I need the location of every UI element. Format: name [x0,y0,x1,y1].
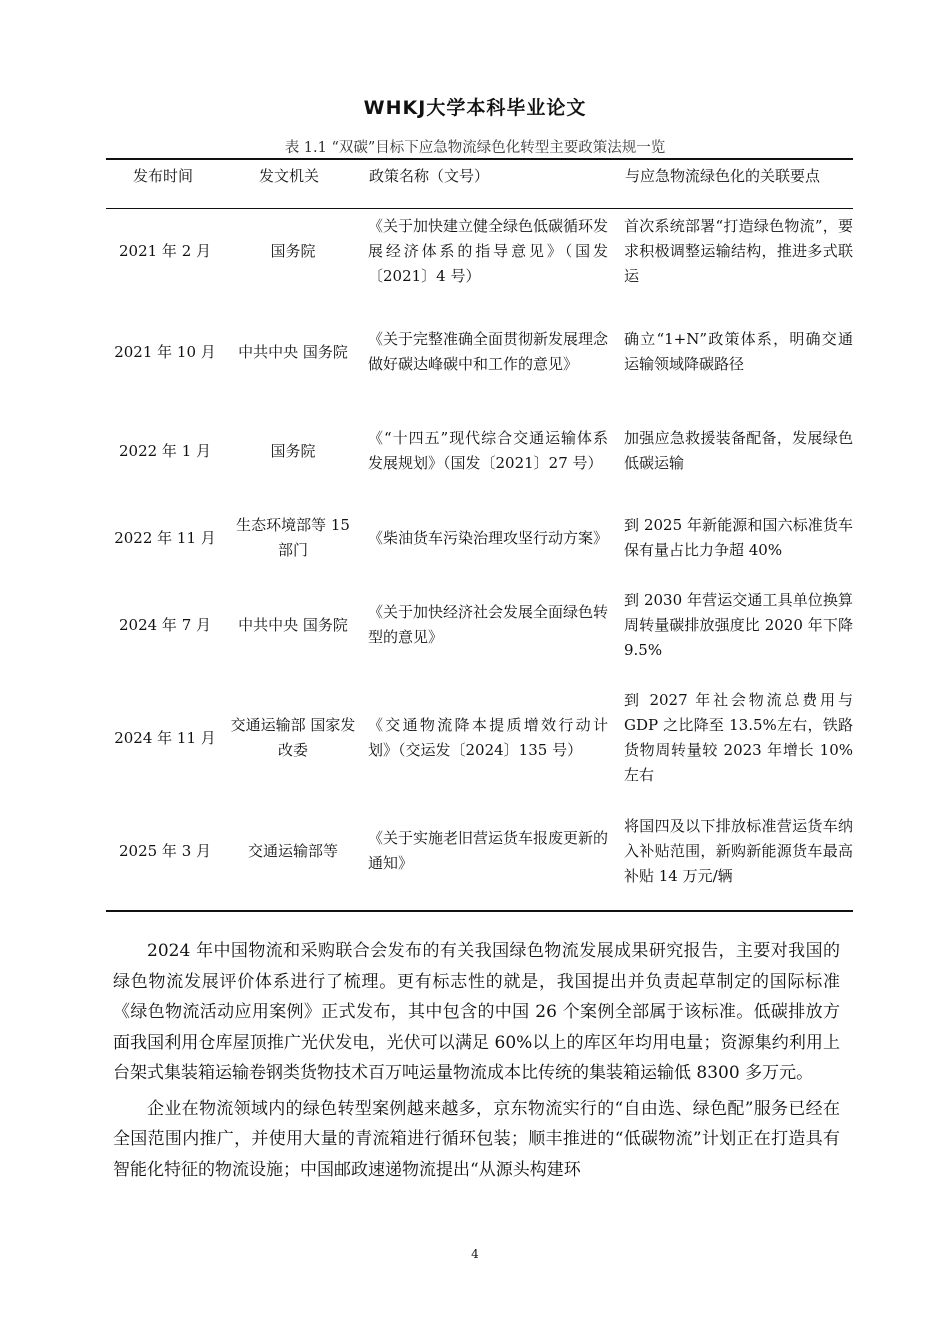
table-row [106,511,853,565]
cell-agency: 交通运输部等 [247,841,338,860]
table-row [106,586,853,664]
cell-agency: 国务院 [270,241,316,260]
document-header: WHKJ大学本科毕业论文 [363,97,587,119]
table-header-rule [106,208,853,209]
cell-date: 2022 年 11 月 [114,528,216,547]
cell-date: 2024 年 7 月 [118,615,212,634]
cell-policy: 《“十四五”现代综合交通运输体系发展规划》（国发〔2021〕27 号） [368,429,608,472]
cell-policy: 《关于加快经济社会发展全面绿色转型的意见》 [368,603,609,646]
column-header-points: 与应急物流绿色化的关联要点 [625,167,821,185]
cell-policy: 《关于加快建立健全绿色低碳循环发展经济体系的指导意见》（国发〔2021〕4 号） [368,216,609,285]
cell-policy: 《交通物流降本提质增效行动计划》（交运发〔2024〕135 号） [368,716,608,759]
cell-points: 首次系统部署“打造绿色物流”，要求积极调整运输结构，推进多式联运 [624,216,853,285]
cell-points: 确立“1+N”政策体系，明确交通运输领域降碳路径 [624,330,853,373]
table-row [106,812,853,890]
cell-points: 到 2027 年社会物流总费用与 GDP 之比降至 13.5%左右，铁路货物周转量较 2023 年增长 10%左右 [624,691,853,784]
cell-date: 2021 年 10 月 [114,342,216,361]
column-header-date: 发布时间 [133,167,194,185]
column-header-agency: 发文机关 [259,167,320,185]
cell-points: 将国四及以下排放标准营运货车纳入补贴范围，新购新能源货车最高补贴 14 万元/辆 [624,816,853,885]
cell-date: 2024 年 11 月 [114,728,216,747]
cell-agency: 国务院 [270,441,316,460]
table-row [106,212,853,290]
cell-agency: 中共中央 国务院 [238,342,348,361]
cell-agency: 交通运输部 国家发改委 [230,716,356,759]
cell-date: 2021 年 2 月 [118,241,212,260]
paragraph: 企业在物流领域内的绿色转型案例越来越多，京东物流实行的“自由选、绿色配”服务已经在全国范围内推广，并使用大量的青流箱进行循环包装；顺丰推进的“低碳物流”计划正在打造具有智能化特征的物流设施；中国邮政速递物流提出“从源头构建环 [113,1098,840,1180]
column-header-policy: 政策名称（文号） [369,167,490,185]
cell-date: 2022 年 1 月 [118,441,212,460]
cell-points: 到 2030 年营运交通工具单位换算周转量碳排放强度比 2020 年下降 9.5% [624,590,853,659]
table-caption: 表 1.1 “双碳”目标下应急物流绿色化转型主要政策法规一览 [284,140,666,156]
cell-agency: 生态环境部等 15 部门 [236,516,350,559]
table-top-rule [106,158,853,160]
body-text [113,936,840,1190]
page-number: 4 [471,1247,479,1261]
table-row [106,313,853,391]
cell-policy: 《关于实施老旧营运货车报废更新的通知》 [368,829,609,872]
table-row [106,412,853,490]
paragraph: 2024 年中国物流和采购联合会发布的有关我国绿色物流发展成果研究报告，主要对我国的绿色物流发展评价体系进行了梳理。更有标志性的就是，我国提出并负责起草制定的国际标准《绿色物流活动应用案例》正式发布，其中包含的中国 26 个案例全部属于该标准。低碳排放方面我国利用仓库屋顶推广光伏发电，光伏可以满足 60%以上的库区年均用电量；资源集约利用上台架式集装箱运输卷钢类货物技术百万吨运量物流成本比传统的集装箱运输低 8300 多万元。 [113,941,840,1083]
table-bottom-rule [106,910,853,912]
cell-agency: 中共中央 国务院 [238,615,348,634]
table-row [106,686,853,790]
cell-policy: 《柴油货车污染治理攻坚行动方案》 [368,528,609,547]
cell-policy: 《关于完整准确全面贯彻新发展理念做好碳达峰碳中和工作的意见》 [368,330,609,373]
cell-date: 2025 年 3 月 [118,841,212,860]
cell-points: 加强应急救援装备配备，发展绿色低碳运输 [624,429,853,472]
cell-points: 到 2025 年新能源和国六标准货车保有量占比力争超 40% [624,516,853,559]
